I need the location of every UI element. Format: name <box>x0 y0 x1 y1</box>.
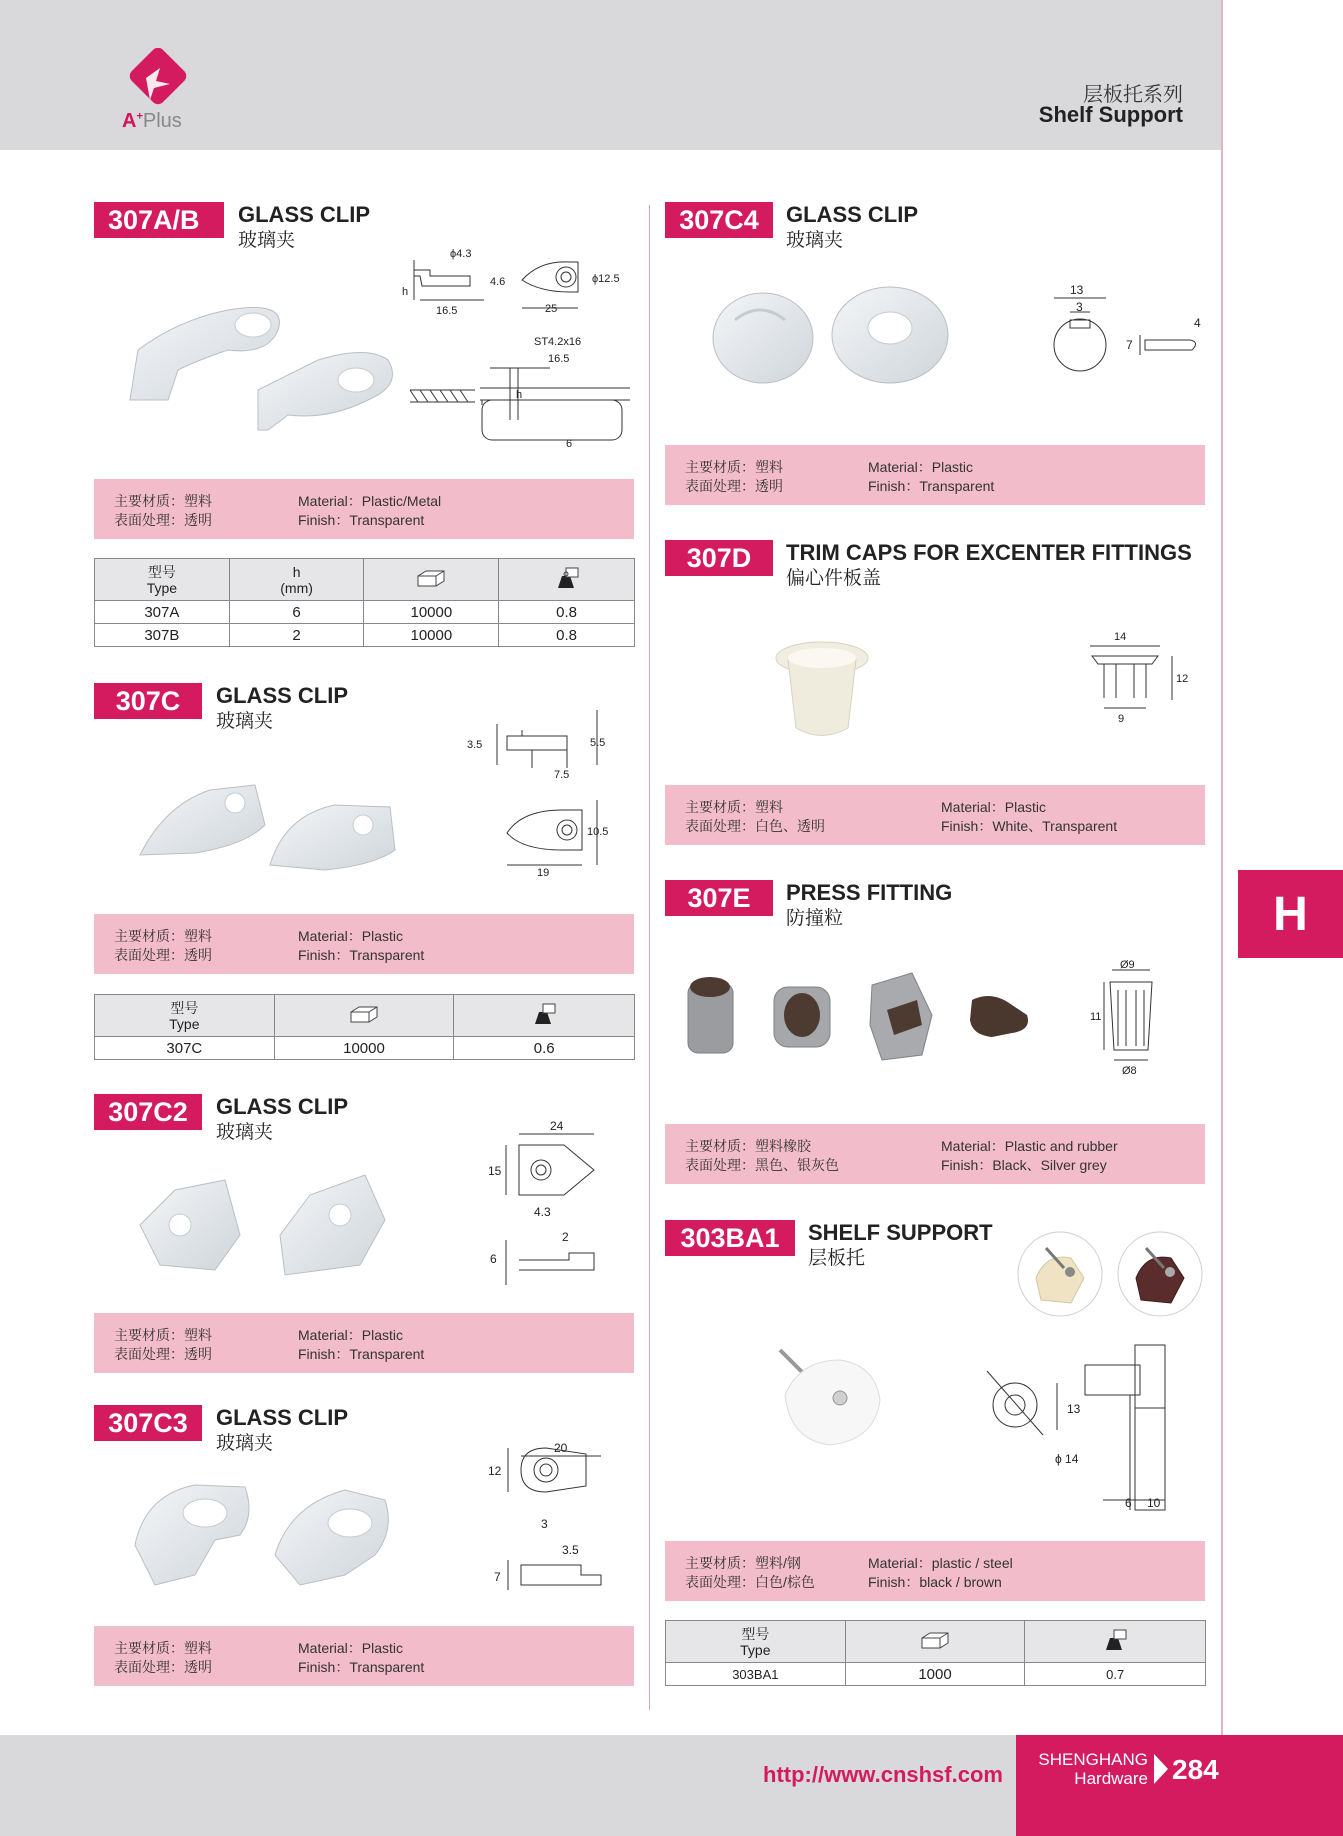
product-photo-307c3 <box>125 1475 405 1595</box>
dim-label: Ø8 <box>1122 1065 1137 1077</box>
material-en: Material：Plastic <box>298 1327 404 1343</box>
dim-label: 6 <box>490 1252 497 1266</box>
dim-label: 11 <box>1090 1011 1102 1023</box>
product-title-en: PRESS FITTING <box>786 880 953 905</box>
material-panel <box>94 914 634 974</box>
table-header-type: 型号 Type <box>95 995 275 1037</box>
section-tab-h[interactable]: H <box>1238 870 1343 958</box>
dim-label: 6 <box>566 438 573 450</box>
product-code-badge: 307C <box>94 683 202 719</box>
dim-label: 10 <box>1147 1496 1161 1510</box>
dim-label: 7.5 <box>554 769 570 781</box>
dim-label: 24 <box>550 1120 564 1133</box>
dim-label: 10.5 <box>587 826 609 838</box>
product-title-cn: 玻璃夹 <box>216 1433 274 1454</box>
product-title-en: GLASS CLIP <box>786 202 919 227</box>
dim-label: 14 <box>1114 631 1127 643</box>
finish-cn: 表面处理：透明 <box>114 1659 212 1675</box>
finish-en: Finish：Black、Silver grey <box>941 1157 1107 1173</box>
finish-cn: 表面处理：透明 <box>114 512 212 528</box>
finish-en: Finish：Transparent <box>298 1346 425 1362</box>
material-panel <box>665 785 1205 845</box>
dimension-drawing-303ba1 <box>975 1335 1205 1520</box>
product-code-badge: 307D <box>665 540 773 576</box>
dim-label: 3 <box>541 1517 548 1531</box>
dim-label: h <box>516 389 523 401</box>
material-panel <box>94 1313 634 1373</box>
product-title-en: SHELF SUPPORT <box>808 1220 993 1245</box>
series-title-en: Shelf Support <box>1038 102 1183 127</box>
finish-en: Finish：White、Transparent <box>941 818 1118 834</box>
dim-label: ϕ12.5 <box>592 273 620 285</box>
product-code-badge: 307C3 <box>94 1405 202 1441</box>
material-panel <box>94 479 634 539</box>
material-en: Material：Plastic <box>298 1640 404 1656</box>
product-code-badge: 303BA1 <box>665 1220 795 1256</box>
product-title-cn: 玻璃夹 <box>216 711 274 732</box>
dim-label: 19 <box>537 867 550 879</box>
weight-icon <box>499 559 635 601</box>
dim-label: ϕ 14 <box>1055 1452 1079 1466</box>
spec-table-307c <box>94 994 635 1060</box>
finish-cn: 表面处理：透明 <box>114 1346 212 1362</box>
dimension-drawing-307e <box>1090 960 1190 1080</box>
finish-cn: 表面处理：透明 <box>685 478 783 494</box>
dim-label: 13 <box>1070 283 1084 297</box>
dimension-drawing-307c <box>462 710 622 880</box>
product-title-cn: 层板托 <box>808 1248 866 1269</box>
table-header-type: 型号 Type <box>666 1621 846 1663</box>
dim-label: 5.5 <box>590 737 606 749</box>
spec-table-303ba1 <box>665 1620 1206 1686</box>
dim-label: 20 <box>554 1441 568 1455</box>
dim-label: ST4.2x16 <box>534 336 582 348</box>
website-link[interactable]: http://www.cnshsf.com <box>763 1762 1003 1787</box>
material-en: Material：Plastic and rubber <box>941 1138 1118 1154</box>
chevron-right-icon <box>1152 1752 1170 1786</box>
finish-cn: 表面处理：白色、透明 <box>685 818 825 834</box>
dim-label: 25 <box>545 303 558 315</box>
series-title-cn: 层板托系列 <box>1083 84 1183 106</box>
material-cn: 主要材质：塑料 <box>685 459 783 475</box>
brand-logo-text: A+Plus <box>122 110 182 132</box>
dim-label: 4.6 <box>490 276 506 288</box>
dim-label: 3 <box>1076 300 1083 314</box>
product-title-en: TRIM CAPS FOR EXCENTER FITTINGS <box>786 540 1192 565</box>
product-code-badge: 307C2 <box>94 1094 202 1130</box>
material-cn: 主要材质：塑料 <box>685 799 783 815</box>
dim-label: ϕ4.3 <box>450 248 472 260</box>
finish-en: Finish：Transparent <box>298 947 425 963</box>
table-header-type: 型号 Type <box>95 559 230 601</box>
material-cn: 主要材质：塑料 <box>114 1327 212 1343</box>
product-code-badge: 307A/B <box>94 202 224 238</box>
dim-label: Ø9 <box>1120 960 1135 971</box>
column-divider <box>649 205 650 1710</box>
product-code-badge: 307E <box>665 880 773 916</box>
dim-label: 7 <box>1126 338 1133 352</box>
dim-label: 3.5 <box>467 739 483 751</box>
material-panel <box>665 1124 1205 1184</box>
dim-label: 2 <box>562 1230 569 1244</box>
finish-cn: 表面处理：透明 <box>114 947 212 963</box>
product-photo-307ab <box>118 290 408 440</box>
product-photo-307e <box>682 965 1042 1065</box>
product-title-cn: 偏心件板盖 <box>786 568 882 589</box>
page-margin-line <box>1221 0 1223 1836</box>
table-row: 303BA1 1000 0.7 <box>666 1663 1206 1686</box>
dim-label: 4.3 <box>534 1205 551 1219</box>
finish-cn: 表面处理：白色/棕色 <box>685 1574 815 1590</box>
product-title-en: GLASS CLIP <box>238 202 371 227</box>
product-photo-307c2 <box>135 1165 405 1285</box>
box-icon <box>845 1621 1025 1663</box>
material-cn: 主要材质：塑料橡胶 <box>685 1138 811 1154</box>
weight-icon <box>1025 1621 1206 1663</box>
table-header-h: h (mm) <box>229 559 364 601</box>
product-title-cn: 防撞粒 <box>786 908 844 929</box>
material-cn: 主要材质：塑料/钢 <box>685 1555 801 1571</box>
finish-en: Finish：black / brown <box>868 1574 1002 1590</box>
table-row: 307A 6 10000 0.8 <box>95 601 635 624</box>
table-row: 307C 10000 0.6 <box>95 1037 635 1060</box>
finish-en: Finish：Transparent <box>298 512 425 528</box>
weight-icon <box>454 995 635 1037</box>
dim-label: 9 <box>1118 713 1125 725</box>
dim-label: 4 <box>1194 316 1201 330</box>
dimension-drawing-307ab <box>400 240 630 450</box>
product-photo-307c4 <box>705 280 965 390</box>
dim-label: h <box>402 286 409 298</box>
dimension-drawing-307c4 <box>1040 280 1210 380</box>
product-title-cn: 玻璃夹 <box>238 230 296 251</box>
dim-label: 12 <box>488 1464 502 1478</box>
product-photo-303ba1 <box>770 1340 890 1460</box>
page-number: 284 <box>1172 1754 1219 1785</box>
product-photo-307d <box>770 638 880 748</box>
brand-subtitle: Hardware <box>1074 1769 1148 1788</box>
spec-table-307ab <box>94 558 635 647</box>
product-title-cn: 玻璃夹 <box>786 230 844 251</box>
product-photo-307c <box>135 765 405 875</box>
material-en: Material：Plastic/Metal <box>298 493 442 509</box>
product-title-en: GLASS CLIP <box>216 683 349 708</box>
material-cn: 主要材质：塑料 <box>114 928 212 944</box>
material-cn: 主要材质：塑料 <box>114 493 212 509</box>
finish-en: Finish：Transparent <box>868 478 995 494</box>
material-en: Material：plastic / steel <box>868 1555 1013 1571</box>
material-en: Material：Plastic <box>868 459 974 475</box>
material-en: Material：Plastic <box>298 928 404 944</box>
material-panel <box>665 445 1205 505</box>
material-panel <box>94 1626 634 1686</box>
material-panel <box>665 1541 1205 1601</box>
dim-label: 12 <box>1176 673 1189 685</box>
product-photo-303ba1-variants <box>1016 1228 1206 1320</box>
product-title-cn: 玻璃夹 <box>216 1122 274 1143</box>
dim-label: 7 <box>494 1570 501 1584</box>
dimension-drawing-307c3 <box>486 1440 616 1600</box>
dim-label: 3.5 <box>562 1543 579 1557</box>
box-icon <box>364 559 499 601</box>
dimension-drawing-307d <box>1080 628 1190 728</box>
box-icon <box>274 995 454 1037</box>
finish-cn: 表面处理：黑色、银灰色 <box>685 1157 839 1173</box>
product-title-en: GLASS CLIP <box>216 1405 349 1430</box>
footer-brand <box>1030 1750 1148 1788</box>
dim-label: 16.5 <box>436 305 458 317</box>
brand-name: SHENGHANG <box>1038 1750 1148 1769</box>
dim-label: 6 <box>1125 1496 1132 1510</box>
dimension-drawing-307c2 <box>484 1120 614 1290</box>
dim-label: 13 <box>1067 1402 1081 1416</box>
material-cn: 主要材质：塑料 <box>114 1640 212 1656</box>
table-row: 307B 2 10000 0.8 <box>95 624 635 647</box>
dim-label: 15 <box>488 1164 502 1178</box>
material-en: Material：Plastic <box>941 799 1047 815</box>
dim-label: 16.5 <box>548 353 570 365</box>
product-code-badge: 307C4 <box>665 202 773 238</box>
product-title-en: GLASS CLIP <box>216 1094 349 1119</box>
finish-en: Finish：Transparent <box>298 1659 425 1675</box>
